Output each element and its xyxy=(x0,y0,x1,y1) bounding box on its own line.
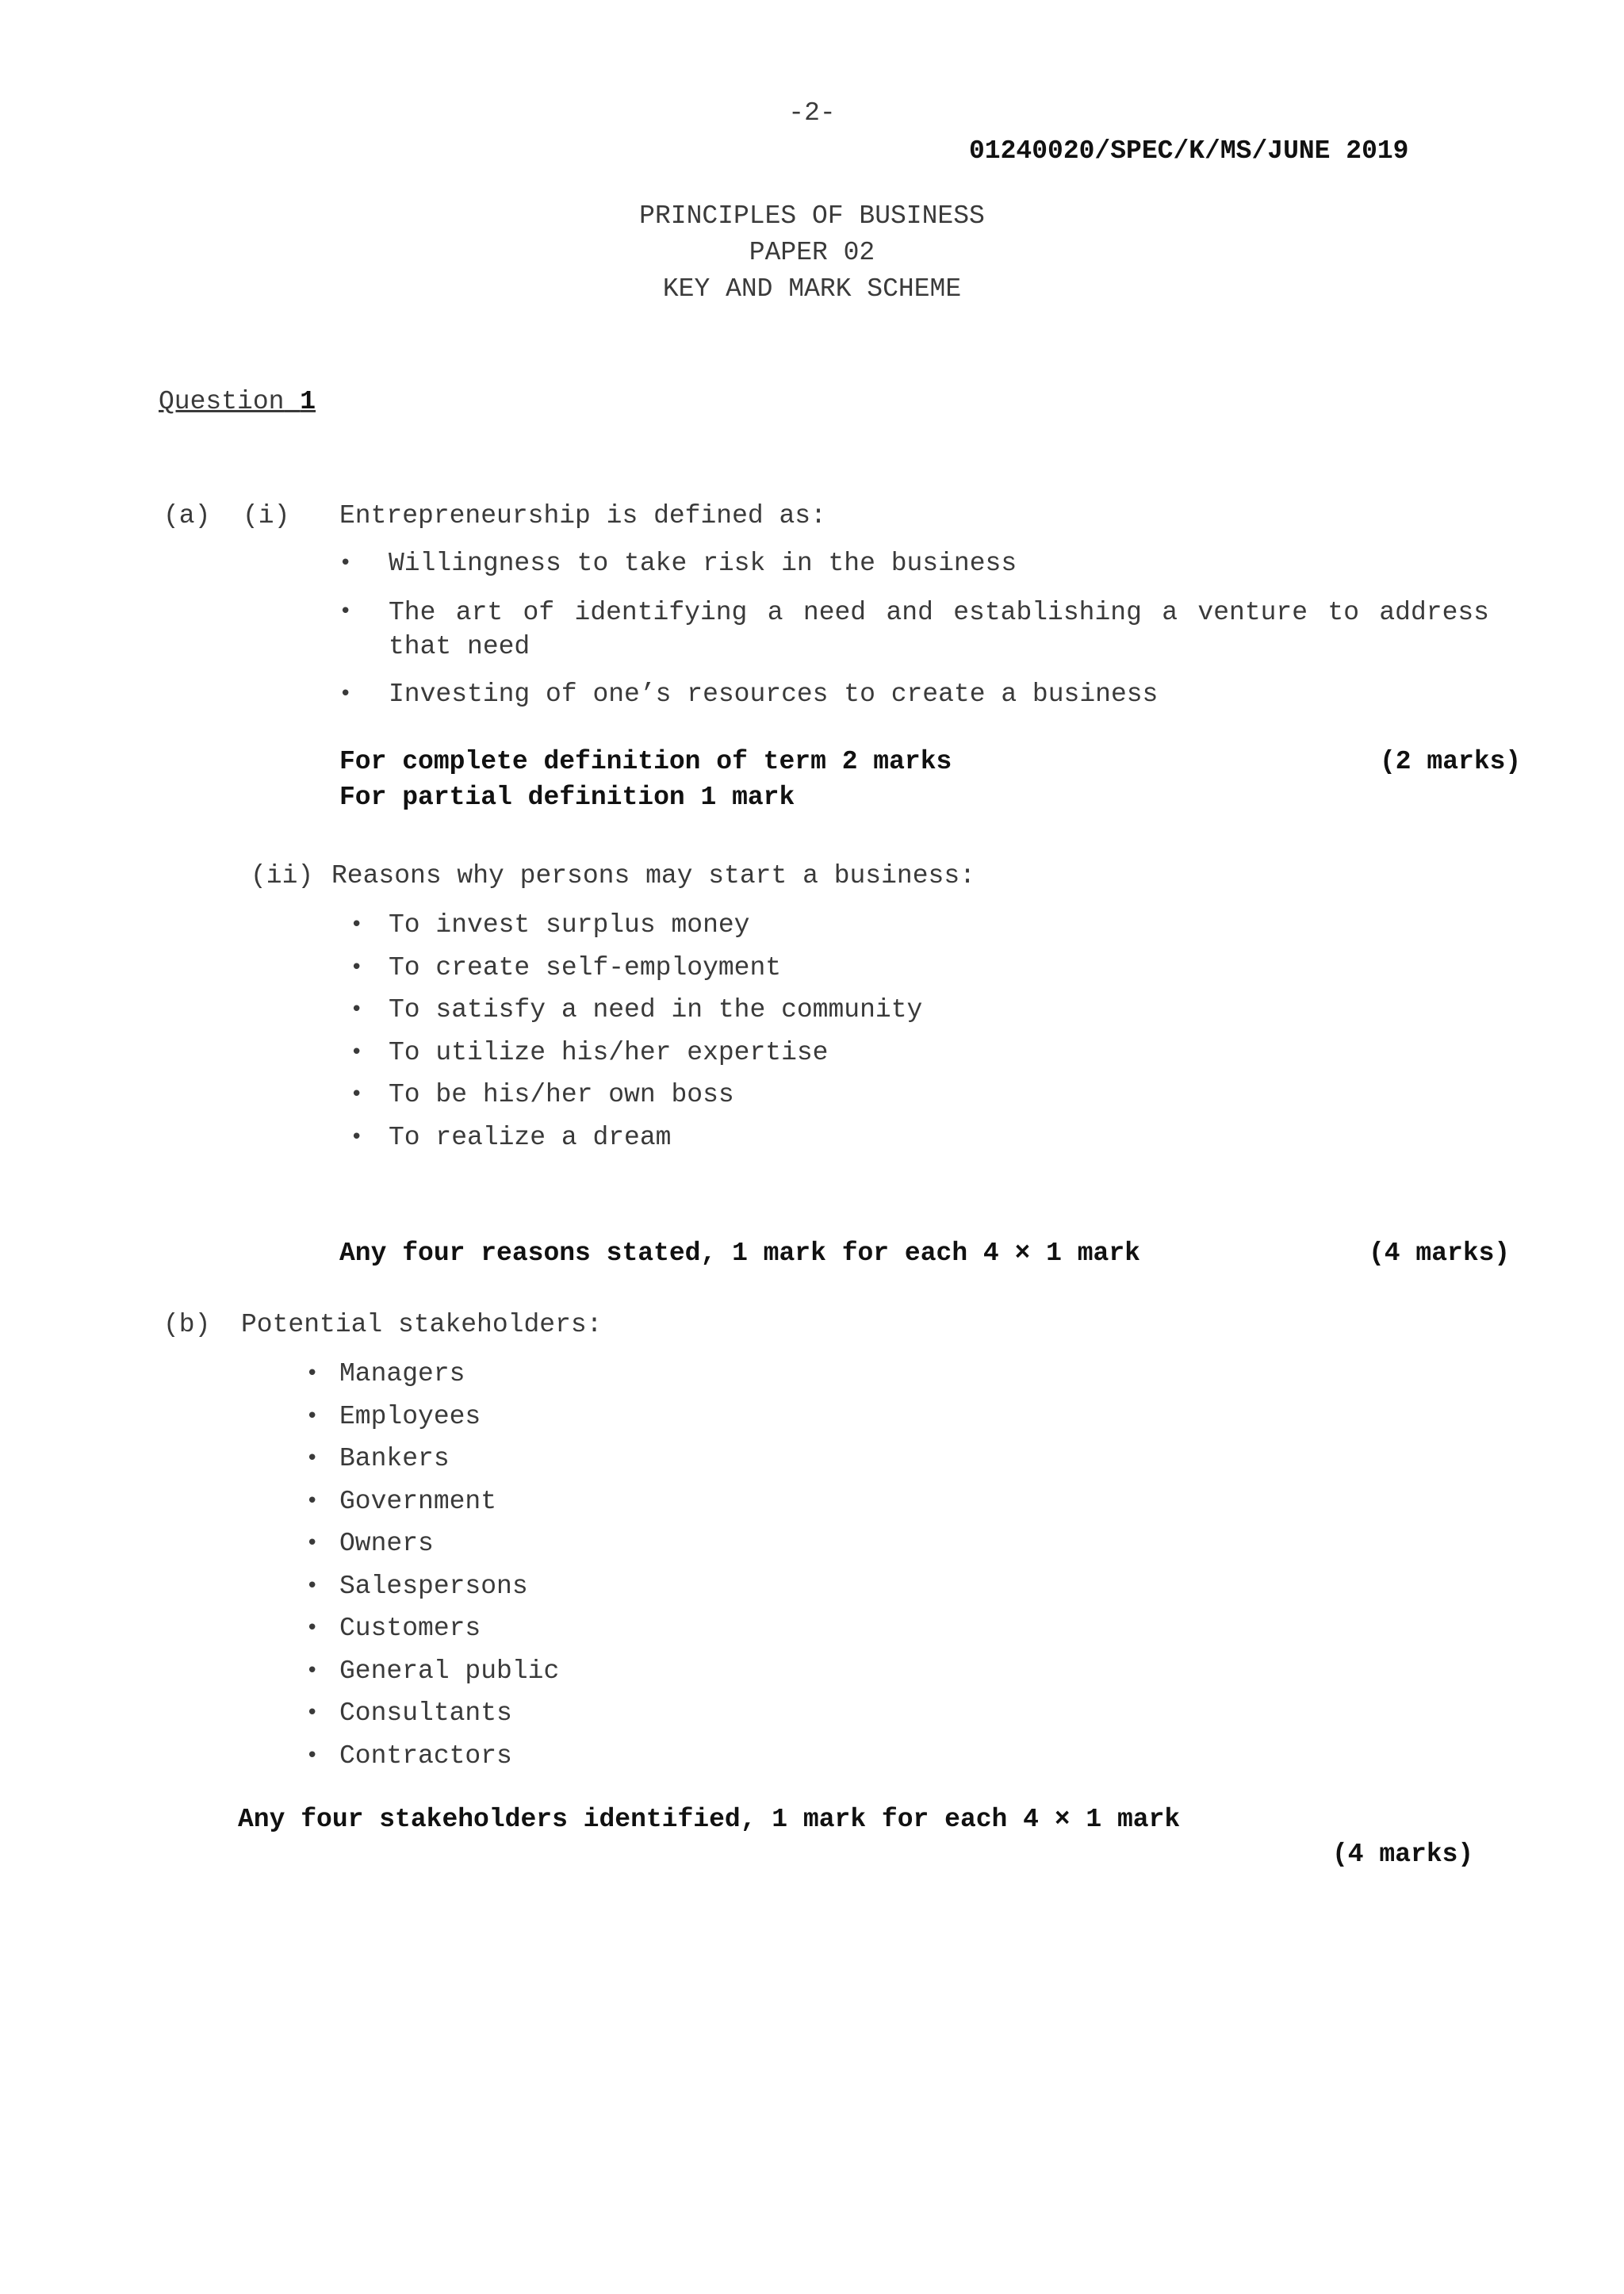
question-heading xyxy=(159,385,316,418)
list-item-text: To satisfy a need in the community xyxy=(389,995,923,1024)
list-item-text: Contractors xyxy=(339,1741,512,1771)
marks-b: (4 marks) xyxy=(1332,1840,1474,1869)
bullet-icon: • xyxy=(350,955,363,979)
list-item xyxy=(306,1400,559,1443)
part-a-i-intro: Entrepreneurship is defined as: xyxy=(339,501,826,530)
part-a-i-label: (i) xyxy=(243,501,290,530)
page-number: -2- xyxy=(788,98,836,128)
bullet-icon: • xyxy=(350,1082,363,1106)
reasons-list xyxy=(350,909,922,1163)
list-item xyxy=(350,1078,922,1121)
list-item xyxy=(350,1036,922,1079)
scheme-partial-definition: For partial definition 1 mark xyxy=(339,783,795,812)
marks-a-ii: (4 marks) xyxy=(1369,1239,1511,1268)
bullet-icon: • xyxy=(306,1616,319,1640)
list-item-text: To invest surplus money xyxy=(389,910,750,940)
stakeholders-list xyxy=(306,1358,559,1782)
bullet-icon: • xyxy=(350,1124,363,1149)
list-item-text: Bankers xyxy=(339,1444,450,1473)
list-item xyxy=(306,1740,559,1783)
bullet-icon: • xyxy=(339,551,352,575)
scheme-reasons: Any four reasons stated, 1 mark for each 4 × 1 mark xyxy=(339,1239,1140,1268)
part-a-ii-intro: Reasons why persons may start a business: xyxy=(331,861,975,890)
bullet-icon: • xyxy=(306,1488,319,1513)
list-item xyxy=(339,547,1538,596)
part-a-ii-label: (ii) xyxy=(251,861,314,890)
question-number: 1 xyxy=(300,387,316,416)
list-item-text: General public xyxy=(339,1656,560,1686)
list-item xyxy=(350,952,922,994)
list-item-text: The art of identifying a need and establishing a venture to address that need xyxy=(389,598,1489,661)
list-item xyxy=(339,596,1538,678)
list-item-text: To create self-employment xyxy=(389,952,782,982)
list-item xyxy=(306,1697,559,1740)
list-item xyxy=(350,1121,922,1164)
marks-a-i: (2 marks) xyxy=(1380,747,1522,776)
bullet-icon: • xyxy=(306,1701,319,1725)
part-a-label: (a) xyxy=(163,501,211,530)
bullet-icon: • xyxy=(339,682,352,706)
bullet-icon: • xyxy=(350,998,363,1021)
list-item xyxy=(306,1527,559,1570)
scheme-title: KEY AND MARK SCHEME xyxy=(662,274,962,304)
bullet-icon: • xyxy=(306,1658,319,1683)
bullet-icon: • xyxy=(306,1573,319,1598)
list-item-text: Managers xyxy=(339,1359,465,1388)
bullet-icon: • xyxy=(306,1404,319,1428)
scheme-stakeholders: Any four stakeholders identified, 1 mark for each 4 × 1 mark xyxy=(238,1805,1181,1834)
bullet-icon: • xyxy=(306,1361,319,1385)
list-item-text: Consultants xyxy=(339,1698,512,1728)
list-item-text: Investing of one’s resources to create a business xyxy=(389,680,1159,709)
definition-list xyxy=(339,547,1538,710)
part-b-intro: Potential stakeholders: xyxy=(241,1310,603,1339)
paper-title: PAPER 02 xyxy=(749,238,875,267)
list-item xyxy=(306,1655,559,1698)
list-item-text: Willingness to take risk in the business xyxy=(389,549,1017,578)
list-item-text: Salespersons xyxy=(339,1571,528,1601)
bullet-icon: • xyxy=(306,1446,319,1470)
bullet-icon: • xyxy=(306,1743,319,1767)
list-item-text: Government xyxy=(339,1486,497,1516)
document-code: 01240020/SPEC/K/MS/JUNE 2019 xyxy=(969,136,1409,166)
list-item-text: Employees xyxy=(339,1401,481,1431)
list-item xyxy=(350,994,922,1036)
bullet-icon: • xyxy=(350,913,363,936)
list-item-text: Owners xyxy=(339,1529,434,1558)
bullet-icon: • xyxy=(306,1531,319,1555)
list-item xyxy=(306,1358,559,1400)
part-b-label: (b) xyxy=(163,1310,211,1339)
scheme-complete-definition: For complete definition of term 2 marks xyxy=(339,747,952,776)
list-item-text: To realize a dream xyxy=(389,1122,672,1152)
list-item-text: Customers xyxy=(339,1614,481,1643)
list-item-text: To utilize his/her expertise xyxy=(389,1037,829,1067)
list-item xyxy=(339,678,1538,710)
list-item xyxy=(306,1570,559,1613)
bullet-icon: • xyxy=(339,599,352,623)
list-item xyxy=(350,909,922,952)
list-item-text: To be his/her own boss xyxy=(389,1080,734,1109)
list-item xyxy=(306,1442,559,1485)
question-label: Question xyxy=(159,387,285,416)
list-item xyxy=(306,1612,559,1655)
bullet-icon: • xyxy=(350,1040,363,1064)
list-item xyxy=(306,1485,559,1528)
subject-title: PRINCIPLES OF BUSINESS xyxy=(639,201,985,231)
